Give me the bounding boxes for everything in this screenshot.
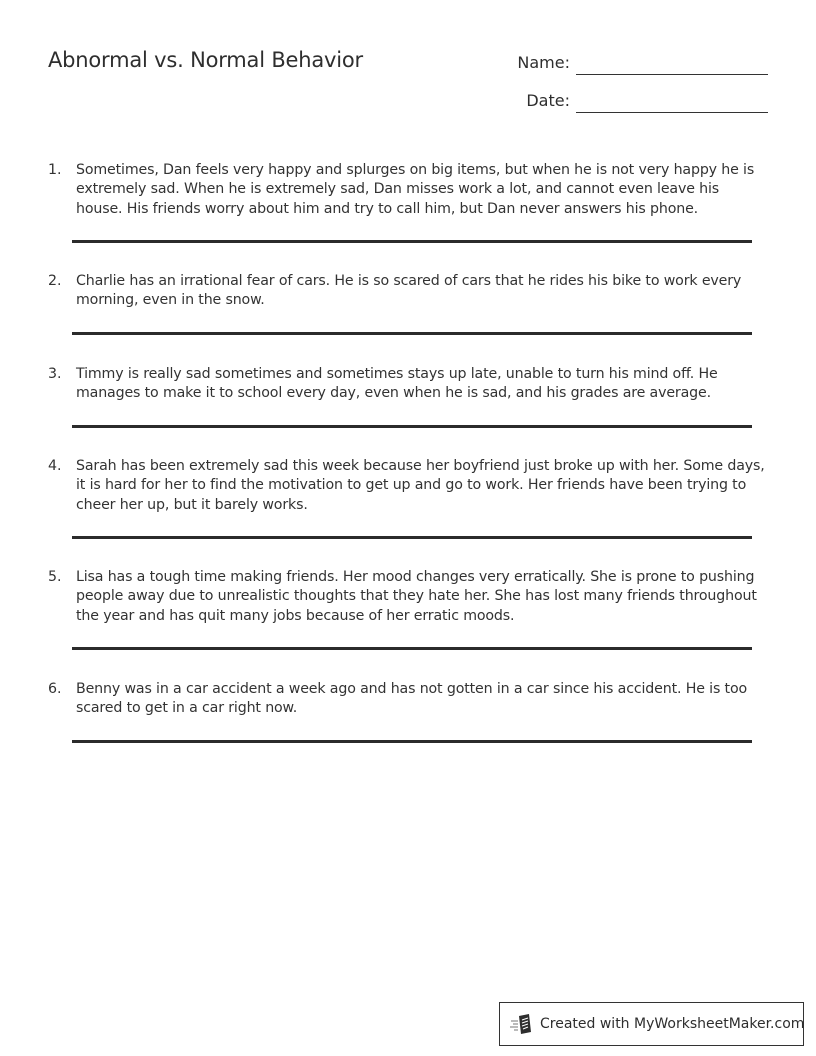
answer-line-1[interactable]	[72, 240, 752, 243]
worksheet-logo-icon	[510, 1013, 534, 1035]
name-field[interactable]	[500, 50, 768, 80]
question-4	[48, 457, 768, 515]
question-1	[48, 161, 768, 219]
footer-badge[interactable]	[499, 1002, 804, 1046]
date-field[interactable]	[500, 88, 768, 118]
question-text: Sarah has been extremely sad this week because her boyfriend just broke up with her. Some days, it is hard for her to find the motivation to get up and go to work. Her friends have been trying to cheer her up, but it barely works.	[76, 458, 765, 513]
question-number: 5.	[48, 569, 62, 585]
question-text: Sometimes, Dan feels very happy and splurges on big items, but when he is not very happy he is extremely sad. When he is extremely sad, Dan misses work a lot, and cannot even leave his house. His friends worry about him and try to call him, but Dan never answers his phone.	[76, 162, 755, 217]
date-label: Date:	[526, 91, 570, 110]
name-input-line[interactable]	[576, 74, 768, 75]
answer-line-4[interactable]	[72, 536, 752, 539]
question-number: 2.	[48, 273, 62, 289]
answer-line-6[interactable]	[72, 740, 752, 743]
question-number: 6.	[48, 681, 62, 697]
answer-line-5[interactable]	[72, 647, 752, 650]
question-number: 4.	[48, 458, 62, 474]
answer-line-2[interactable]	[72, 332, 752, 335]
question-text: Timmy is really sad sometimes and sometimes stays up late, unable to turn his mind off. He manages to make it to school every day, even when he is sad, and his grades are average.	[76, 366, 718, 402]
question-text: Lisa has a tough time making friends. Her mood changes very erratically. She is prone to pushing people away due to unrealistic thoughts that they hate her. She has lost many friends throughout the year and has quit many jobs because of her erratic moods.	[76, 569, 757, 624]
question-2	[48, 272, 768, 311]
question-5	[48, 568, 768, 626]
question-3	[48, 365, 768, 404]
question-number: 3.	[48, 366, 62, 382]
question-number: 1.	[48, 162, 62, 178]
answer-line-3[interactable]	[72, 425, 752, 428]
footer-text: Created with MyWorksheetMaker.com	[540, 1016, 805, 1032]
name-label: Name:	[517, 53, 570, 72]
worksheet-title: Abnormal vs. Normal Behavior	[48, 48, 363, 72]
question-6	[48, 680, 768, 719]
question-text: Benny was in a car accident a week ago and has not gotten in a car since his accident. He is too scared to get in a car right now.	[76, 681, 748, 717]
date-input-line[interactable]	[576, 112, 768, 113]
question-text: Charlie has an irrational fear of cars. He is so scared of cars that he rides his bike to work every morning, even in the snow.	[76, 273, 742, 309]
